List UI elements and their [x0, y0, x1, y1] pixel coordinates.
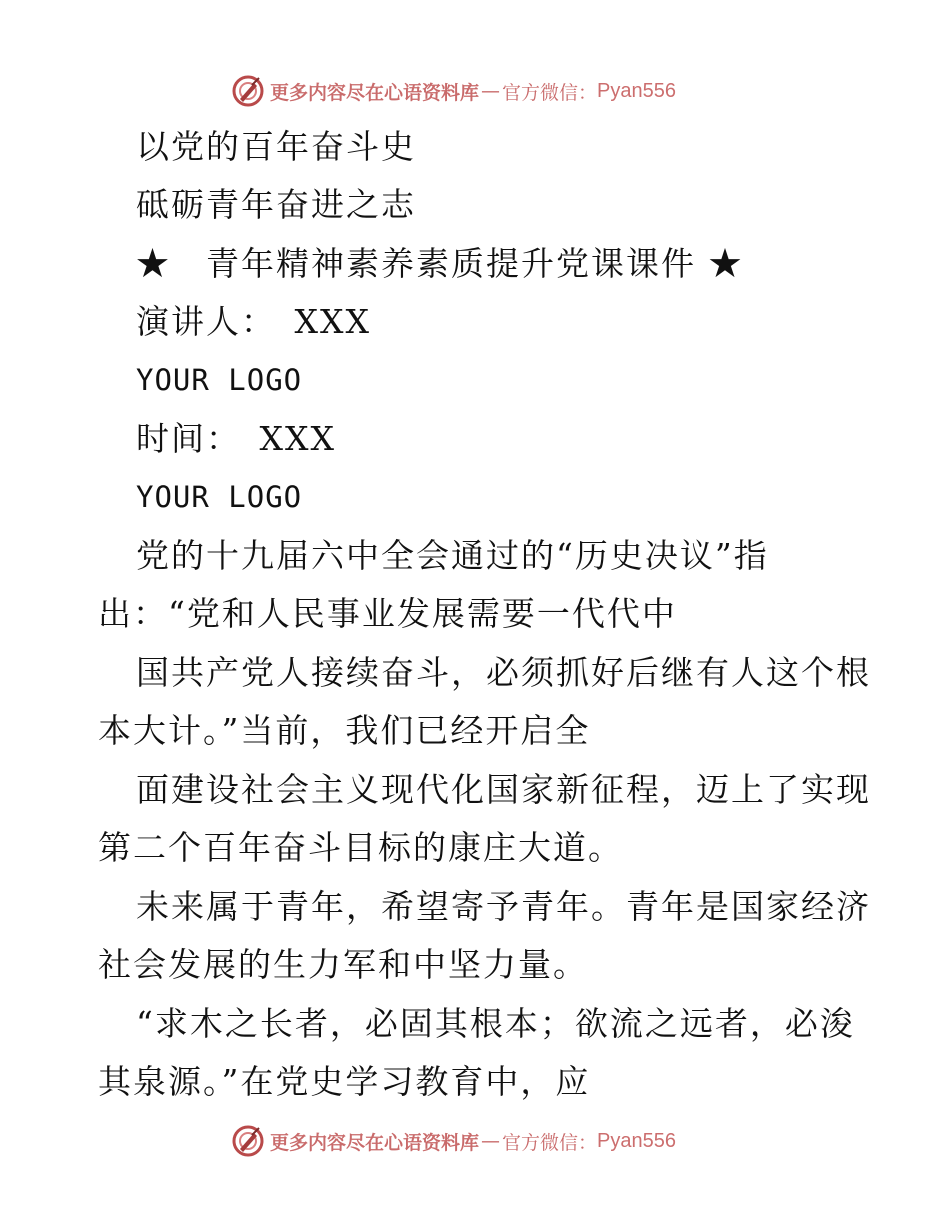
time-line: 时间： XXX: [136, 419, 336, 458]
watermark-wechat-label: 官方微信：: [502, 81, 598, 104]
document-title-line-1: 以党的百年奋斗史: [136, 127, 416, 166]
body-paragraph-line: 第二个百年奋斗目标的康庄大道。: [98, 828, 623, 867]
body-paragraph-line: 其泉源。”在党史学习教育中，应: [98, 1062, 591, 1101]
body-paragraph-line: 本大计。”当前，我们已经开启全: [98, 711, 591, 750]
watermark-main-text: 更多内容尽在心语资料库: [270, 81, 480, 104]
body-paragraph-line: 社会发展的生力军和中坚力量。: [98, 945, 588, 984]
logo-placeholder-1: YOUR LOGO: [136, 363, 303, 397]
watermark-wechat-id: Pyan556: [597, 1129, 676, 1152]
speaker-line: 演讲人： XXX: [136, 302, 371, 341]
watermark-main-text: 更多内容尽在心语资料库: [270, 1131, 480, 1154]
watermark-dash: —: [481, 80, 501, 102]
watermark-wechat-label: 官方微信：: [502, 1131, 598, 1154]
logo-placeholder-2: YOUR LOGO: [136, 480, 303, 514]
brand-logo-icon: [232, 75, 264, 107]
watermark-banner-top: [232, 73, 676, 109]
watermark-wechat-id: Pyan556: [597, 79, 676, 102]
body-paragraph-line: 国共产党人接续奋斗，必须抓好后继有人这个根: [136, 653, 871, 692]
body-paragraph-line: 出：“党和人民事业发展需要一代代中: [98, 594, 677, 633]
body-paragraph-line: 未来属于青年，希望寄予青年。青年是国家经济: [136, 887, 871, 926]
watermark-dash: —: [481, 1130, 501, 1152]
body-paragraph-line: “求木之长者，必固其根本；欲流之远者，必浚: [136, 1004, 855, 1043]
watermark-banner-bottom: [232, 1123, 676, 1159]
document-title-line-2: 砥砺青年奋进之志: [136, 185, 416, 224]
body-paragraph-line: 面建设社会主义现代化国家新征程，迈上了实现: [136, 770, 871, 809]
brand-logo-icon: [232, 1125, 264, 1157]
document-subtitle: ★ 青年精神素养素质提升党课课件 ★: [136, 244, 744, 283]
body-paragraph-line: 党的十九届六中全会通过的“历史决议”指: [136, 536, 769, 575]
